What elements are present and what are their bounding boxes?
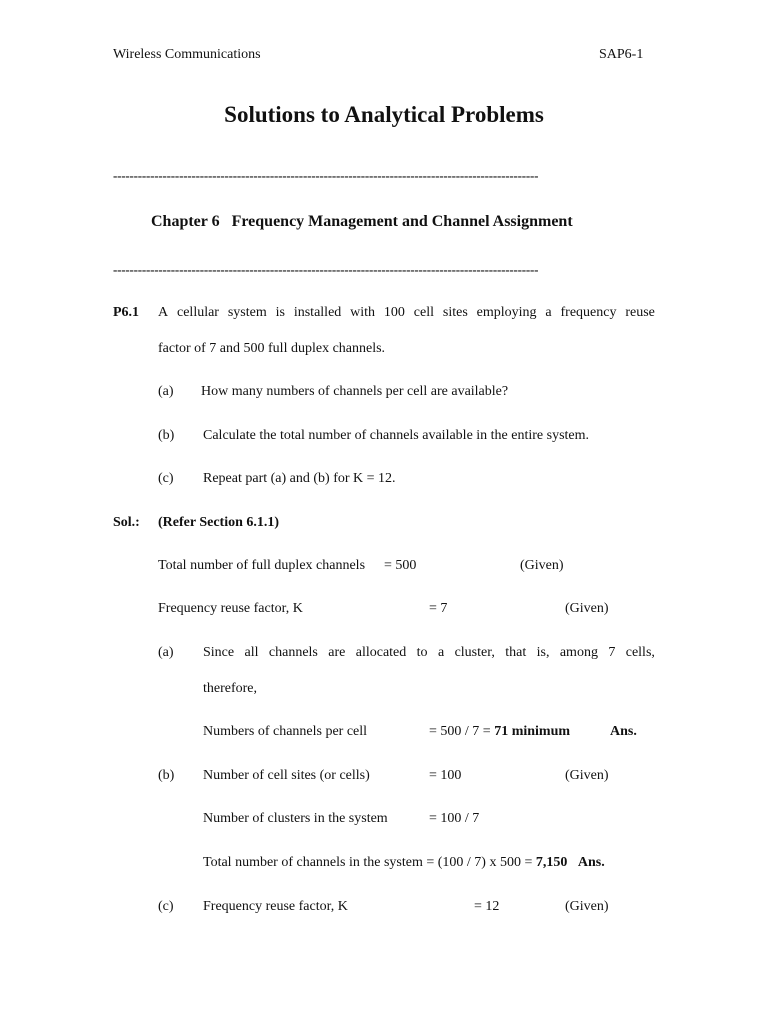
word: to [416,645,428,660]
question-c-text: Repeat part (a) and (b) for K = 12. [203,471,396,486]
question-a-text: How many numbers of channels per cell are available? [201,384,509,399]
word: cells, [625,645,655,660]
given-channels-label: Total number of full duplex channels [158,558,366,573]
running-header-title: Wireless Communications [113,47,261,62]
word: cluster, [454,645,495,660]
reuse-k12-note: (Given) [565,899,609,914]
chapter-heading [151,213,573,231]
word: cell [413,305,435,320]
word: frequency [560,305,617,320]
total-channels-result: 7,150 [535,855,568,870]
problem-statement-line1 [158,305,655,321]
clusters-label: Number of clusters in the system [203,811,388,826]
solution-a-line1 [203,645,655,661]
word: are [328,645,346,660]
solution-a-line2: therefore, [203,681,258,696]
calc-expression: = 500 / 7 = [429,724,495,739]
word: all [244,645,259,660]
page-title: Solutions to Analytical Problems [224,102,544,127]
solution-label: Sol.: [113,515,140,530]
page-number: SAP6-1 [599,47,644,62]
word: employing [476,305,537,320]
cell-sites-label: Number of cell sites (or cells) [203,768,370,783]
word: a [437,645,445,660]
calc-channels-per-cell [429,724,570,740]
word: A [158,305,169,320]
given-reuse-label: Frequency reuse factor, K [158,601,303,616]
question-b-label: (b) [158,428,175,443]
word: reuse [625,305,655,320]
given-channels-value: = 500 [384,558,417,573]
given-reuse-note: (Given) [565,601,609,616]
answer-b-tag: Ans. [577,855,605,870]
word: is, [536,645,550,660]
question-a-label: (a) [158,384,174,399]
separator-bottom: ------------------------------------------------------------------------------------------------------- [113,262,539,277]
word: cellular [177,305,219,320]
cell-sites-value: = 100 [429,768,462,783]
chapter-number: Chapter 6 [151,213,220,230]
calc-channels-per-cell-label: Numbers of channels per cell [203,724,368,739]
total-channels-expression: Total number of channels in the system = (100 / 7) x 500 = [203,855,536,870]
solution-c-label: (c) [158,899,174,914]
word: Since [203,645,235,660]
problem-statement-line2: factor of 7 and 500 full duplex channels. [158,341,386,356]
solution-a-label: (a) [158,645,174,660]
question-c-label: (c) [158,471,174,486]
given-channels-note: (Given) [520,558,564,573]
word: a [545,305,552,320]
problem-id: P6.1 [113,305,140,320]
reuse-k12-label: Frequency reuse factor, K [203,899,348,914]
word: among [559,645,598,660]
reuse-k12-value: = 12 [474,899,500,914]
solution-reference: (Refer Section 6.1.1) [158,515,280,530]
word: channels [268,645,318,660]
word: system [227,305,267,320]
calc-result: 71 minimum [494,724,571,739]
separator-top: ------------------------------------------------------------------------------------------------------- [113,168,539,183]
word: is [275,305,285,320]
clusters-value: = 100 / 7 [429,811,480,826]
word: that [505,645,527,660]
answer-a-tag: Ans. [610,724,637,739]
cell-sites-note: (Given) [565,768,609,783]
word: with [350,305,376,320]
question-b-text: Calculate the total number of channels available in the entire system. [203,428,590,443]
word: allocated [355,645,407,660]
word: sites [442,305,468,320]
chapter-title: Frequency Management and Channel Assignment [231,213,573,230]
solution-b-label: (b) [158,768,175,783]
word: 7 [608,645,616,660]
word: 100 [383,305,405,320]
given-reuse-value: = 7 [429,601,448,616]
word: installed [293,305,342,320]
total-channels-calc [203,855,605,871]
